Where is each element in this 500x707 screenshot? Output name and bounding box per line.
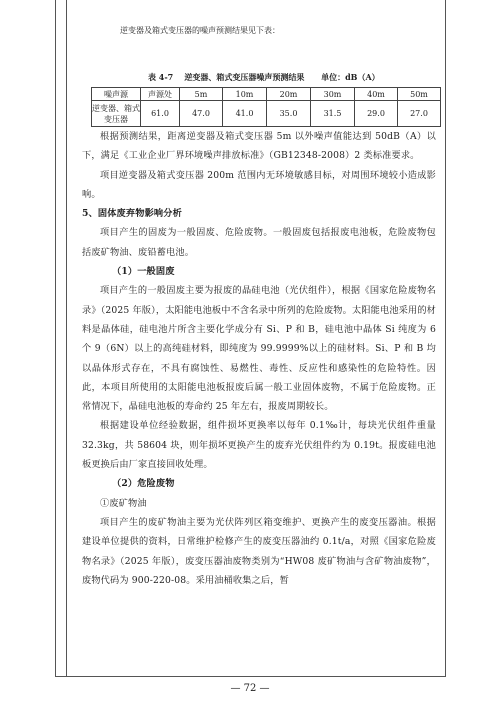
table-cell: 61.0	[141, 101, 180, 127]
table-header-cell: 40m	[355, 88, 398, 101]
paragraph: 项目逆变器及箱式变压器 200m 范围内无环境敏感目标，对周围环境较小造成影响。	[82, 169, 436, 200]
table-header-row	[92, 88, 441, 101]
paragraph: 项目产生的一般固废主要为报废的晶硅电池（光伏组件），根据《国家危险废物名录》（2025 年版），太阳能电池板中不含名录中所列的危险废物。太阳能电池采用的材料是晶体硅，硅电池片所含主要化学成分有 Si、P 和 B，硅电池中晶体 Si 纯度为 6 个 9（6N）以上的高纯硅材料，即纯度为 99.9999%以上的硅材料。Si、P 和 B 均以晶体形式存在，不具有腐蚀性、易燃性、毒性、反应性和感染性的危险特性。因此，本项目所使用的太阳能电池板报废后属一般工业固体废物，不属于危险废物。正常情况下，晶硅电池板的寿命约 25 年左右，报废周期较长。	[82, 285, 436, 413]
paragraph: 根据预测结果，距离逆变器及箱式变压器 5m 以外噪声值能达到 50dB（A）以下，满足《工业企业厂界环境噪声排放标准》（GB12348-2008）2 类标准要求。	[82, 131, 436, 162]
subsection-heading: （1）一般固废	[112, 266, 175, 278]
table-header-cell: 30m	[311, 88, 355, 101]
table-caption: 表 4-7 逆变器、箱式变压器噪声预测结果 单位：dB（A）	[148, 72, 380, 82]
table-header-cell: 20m	[267, 88, 311, 101]
subsection-heading: （2）危险废物	[112, 478, 175, 490]
table-header-cell: 5m	[180, 88, 223, 101]
table-cell: 29.0	[355, 101, 398, 127]
left-label-column	[55, 0, 67, 676]
item-heading: ①废矿物油	[100, 497, 147, 509]
table-cell: 27.0	[398, 101, 441, 127]
noise-prediction-table	[91, 87, 441, 127]
paragraph: 项目产生的废矿物油主要为光伏阵列区箱变维护、更换产生的废变压器油。根据建设单位提供的资料，日常维护检修产生的废变压器油约 0.1t/a，对照《国家危险废物名录》（2025 年版），废变压器油废物类别为“HW08 废矿物油与含矿物油废物”，废物代码为 900-220-08。采用油桶收集之后，暂	[82, 516, 436, 586]
section-heading: 5、固体废弃物影响分析	[82, 208, 182, 220]
table-header-cell: 噪声源	[92, 88, 141, 101]
table-header-cell: 50m	[398, 88, 441, 101]
paragraph: 根据建设单位经验数据，组件损坏更换率以每年 0.1‰计，每块光伏组件重量 32.3kg，共 58604 块，则年损坏更换产生的废弃光伏组件约为 0.19t。报废硅电池板更换后由厂家直接回收处理。	[82, 420, 436, 471]
document-body	[82, 127, 436, 590]
table-row	[92, 101, 441, 127]
table-intro: 逆变器及箱式变压器的噪声预测结果见下表：	[120, 26, 280, 35]
page-number: — 72 —	[230, 683, 270, 694]
table-cell: 逆变器、箱式变压器	[92, 101, 141, 127]
table-header-cell: 声源处	[141, 88, 180, 101]
paragraph: 项目产生的固废为一般固废、危险废物。一般固废包括报废电池板，危险废物包括废矿物油、废铅蓄电池。	[82, 227, 436, 258]
table-cell: 31.5	[311, 101, 355, 127]
table-cell: 47.0	[180, 101, 223, 127]
table-header-cell: 10m	[223, 88, 267, 101]
table-cell: 35.0	[267, 101, 311, 127]
table-cell: 41.0	[223, 101, 267, 127]
